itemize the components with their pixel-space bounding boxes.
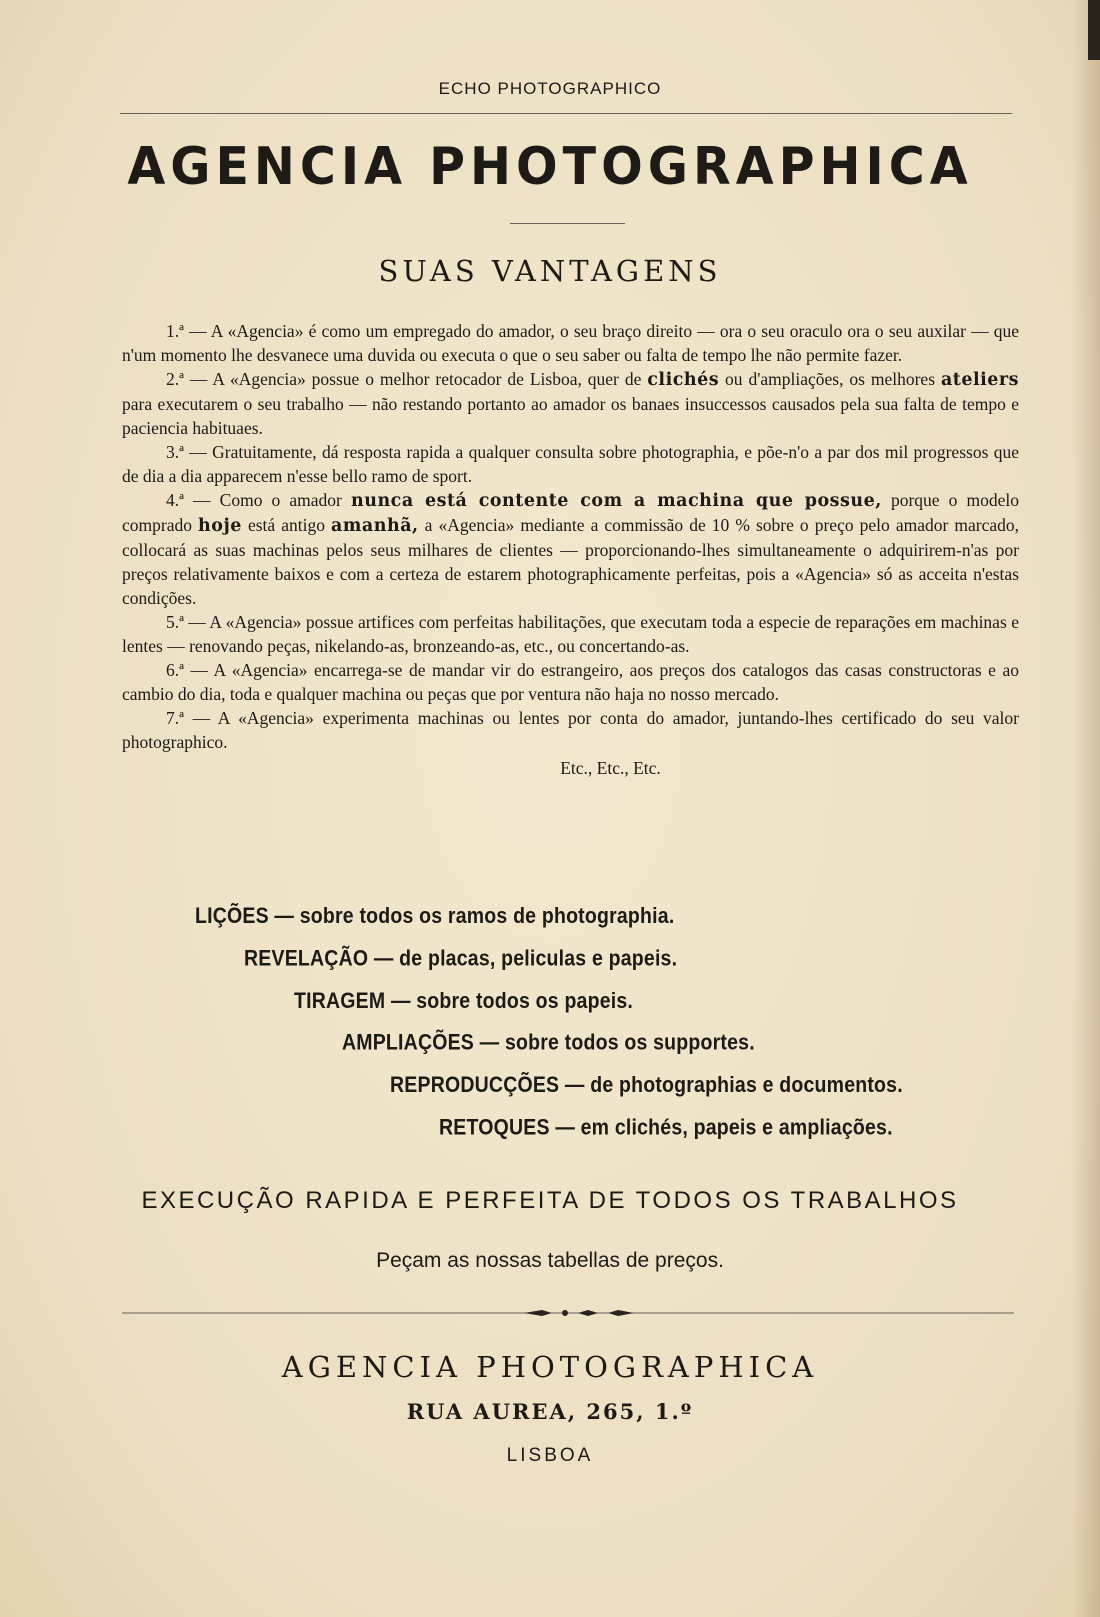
- advantage-text: está antigo: [241, 515, 332, 535]
- emphasis-text: amanhã,: [331, 516, 419, 536]
- advantage-text: para executarem o seu trabalho — não restando portanto ao amador os banaes insuccessos causados pela sua falta de tempo e paciencia habituaes.: [122, 394, 1019, 438]
- advantage-item-5: [122, 610, 1019, 658]
- service-line-licoes: [195, 904, 674, 930]
- service-name: REVELAÇÃO: [244, 946, 369, 972]
- header-rule: [120, 113, 1012, 114]
- advantage-text: 4.ª — Como o amador: [166, 490, 351, 510]
- advantage-text: 3.ª — Gratuitamente, dá resposta rapida a qualquer consulta sobre photographia, e põe-n'o a par dos mil progressos que de dia a dia apparecem n'esse bello ramo de sport.: [122, 442, 1019, 486]
- advantage-text: ou d'ampliações, os melhores: [719, 369, 941, 389]
- page-title: AGENCIA PHOTOGRAPHICA: [127, 136, 973, 197]
- service-line-revelacao: [244, 947, 677, 973]
- emphasis-text: ateliers: [940, 370, 1019, 390]
- execucao-line: EXECUÇÃO RAPIDA E PERFEITA DE TODOS OS TRABALHOS: [141, 1187, 959, 1214]
- title-rule: [510, 223, 625, 224]
- advantage-text: 7.ª — A «Agencia» experimenta machinas ou lentes por conta do amador, juntando-lhes certificado do seu valor photographico.: [122, 708, 1019, 752]
- advantage-item-1: [122, 319, 1019, 367]
- advantage-item-3: [122, 440, 1019, 488]
- advantages-list: [122, 319, 1019, 798]
- footer-agency-name: AGENCIA PHOTOGRAPHICA: [281, 1350, 819, 1384]
- service-desc: — sobre todos os supportes.: [479, 1030, 755, 1056]
- ornament-divider: [122, 1308, 1014, 1318]
- advantage-text: porque o modelo comprado: [122, 490, 1019, 535]
- emphasis-text: nunca está contente com a machina que possue,: [351, 491, 882, 511]
- advantage-item-7: [122, 706, 1019, 754]
- etc-line: Etc., Etc., Etc.: [560, 758, 661, 778]
- service-desc: — de photographias e documentos.: [564, 1073, 903, 1098]
- service-line-reproduccoes: [390, 1073, 903, 1099]
- footer-city: LISBOA: [506, 1445, 594, 1466]
- advantage-item-2: [122, 367, 1019, 440]
- emphasis-text: clichés: [647, 370, 720, 390]
- service-desc: — de placas, peliculas e papeis.: [373, 946, 678, 972]
- service-name: LIÇÕES: [195, 904, 269, 929]
- footer-address: RUA AUREA, 265, 1.º: [406, 1399, 694, 1424]
- advantage-item-6: [122, 658, 1019, 706]
- advantage-text: 6.ª — A «Agencia» encarrega-se de mandar vir do estrangeiro, aos preços dos catalogos das casas constructoras e ao cambio do dia, toda e qualquer machina ou peças que por ventura não haja no nosso mercado.: [122, 660, 1019, 704]
- service-name: REPRODUCÇÕES: [390, 1073, 560, 1098]
- service-line-tiragem: [294, 989, 633, 1015]
- advantage-text: a «Agencia» mediante a commissão de 10 % sobre o preço pelo amador marcado, collocará as suas machinas pelos seus milhares de clientes — proporcionando-lhes simultaneamente o adquirirem-n'as por preços relativamente baixos e com a certeza de estarem photographicamente perfeitas, pois a «Agencia» só as acceita n'estas condições.: [122, 515, 1019, 608]
- advantage-text: 1.ª — A «Agencia» é como um empregado do amador, o seu braço direito — ora o seu oraculo ora o seu auxilar — que n'um momento lhe desvanece uma duvida ou executa o que o seu saber ou falta de tempo lhe não permite fazer.: [122, 321, 1019, 365]
- page-subtitle: SUAS VANTAGENS: [378, 254, 722, 288]
- service-line-retoques: [439, 1116, 893, 1142]
- service-desc: — sobre todos os papeis.: [390, 989, 634, 1014]
- service-desc: — sobre todos os ramos de photographia.: [274, 904, 675, 929]
- service-line-ampliacoes: [342, 1031, 755, 1057]
- emphasis-text: hoje: [198, 516, 242, 536]
- advantage-text: 5.ª — A «Agencia» possue artifices com perfeitas habilitações, que executam toda a especie de reparações em machinas e lentes — renovando peças, nikelando-as, bronzeando-as, etc., ou concertando-as.: [122, 612, 1019, 656]
- price-list-line: Peçam as nossas tabellas de preços.: [376, 1249, 724, 1272]
- advantage-item-4: [122, 488, 1019, 610]
- page-corner-dark: [1088, 0, 1100, 60]
- running-title: ECHO PHOTOGRAPHICO: [438, 79, 662, 98]
- advantage-text: 2.ª — A «Agencia» possue o melhor retocador de Lisboa, quer de: [166, 369, 648, 389]
- service-name: RETOQUES: [439, 1115, 550, 1141]
- service-name: AMPLIAÇÕES: [342, 1030, 475, 1056]
- service-name: TIRAGEM: [294, 989, 386, 1014]
- service-desc: — em clichés, papeis e ampliações.: [555, 1115, 893, 1141]
